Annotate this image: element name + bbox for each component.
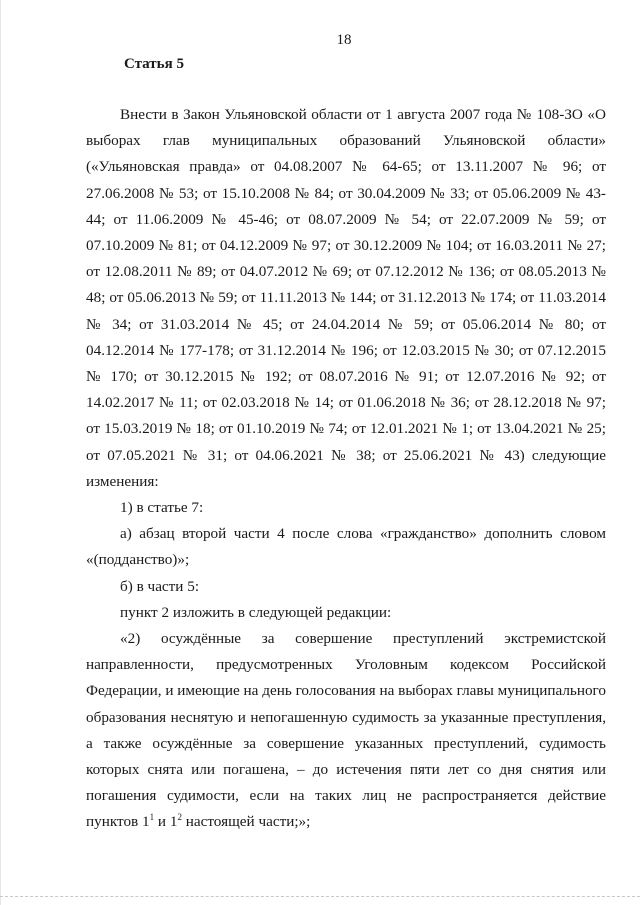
superscript-2: 2	[177, 812, 182, 823]
point-2-mid: и 1	[154, 813, 178, 831]
point-2-text: «2) осуждённые за совершение преступлений экстремистской направленности, предусмотренных Уголовным кодексом Российской Федерации, и имеющие на день голосования на выборах главы муниципального образования неснятую и непогашенную судимость за указанные преступления, а также осуждённые за совершение указанных преступлений, судимость которых снята или погашена, – до истечения пяти лет со дня снятия или погашения судимости, если на таких лиц не распространяется действие пунктов 1	[86, 630, 606, 831]
subitem-b-paragraph: б) в части 5:	[120, 577, 200, 595]
intro-paragraph: Внести в Закон Ульяновской области от 1 августа 2007 года № 108-ЗО «О выборах глав муниципальных образований Ульяновской области» («Ульяновская правда» от 04.08.2007 № 64-65; от 13.11.2007 № 96; от 27.06.2008 № 53; от 15.10.2008 № 84; от 30.04.2009 № 33; от 05.06.2009 № 43-44; от 11.06.2009 № 45-46; от 08.07.2009 № 54; от 22.07.2009 № 59; от 07.10.2009 № 81; от 04.12.2009 № 97; от 30.12.2009 № 104; от 16.03.2011 № 27; от 12.08.2011 № 89; от 04.07.2012 № 69; от 07.12.2012 № 136; от 08.05.2013 № 48; от 05.06.2013 № 59; от 11.11.2013 № 144; от 31.12.2013 № 174; от 11.03.2014 № 34; от 31.03.2014 № 45; от 24.04.2014 № 59; от 05.06.2014 № 80; от 04.12.2014 № 177-178; от 31.12.2014 № 196; от 12.03.2015 № 30; от 07.12.2015 № 170; от 30.12.2015 № 192; от 08.07.2016 № 91; от 12.07.2016 № 92; от 14.02.2017 № 11; от 02.03.2018 № 14; от 01.06.2018 № 36; от 28.12.2018 № 97; от 15.03.2019 № 18; от 01.10.2019 № 74; от 12.01.2021 № 1; от 13.04.2021 № 25; от 07.05.2021 № 31; от 04.06.2021 № 38; от 25.06.2021 № 43) следующие изменения:	[86, 106, 606, 490]
scan-bottom-edge	[0, 895, 640, 897]
point-2-tail: настоящей части;»;	[181, 813, 311, 831]
item-1-paragraph: 1) в статье 7:	[120, 499, 204, 517]
article-body	[86, 102, 606, 836]
point-2-text-paragraph	[86, 626, 606, 836]
article-heading: Статья 5	[124, 56, 184, 72]
page-number: 18	[336, 32, 352, 48]
scan-left-edge	[0, 0, 2, 905]
subitem-a-paragraph: а) абзац второй части 4 после слова «гражданство» дополнить словом «(подданство)»;	[86, 525, 606, 569]
point-2-intro-paragraph: пункт 2 изложить в следующей редакции:	[120, 603, 392, 621]
superscript-1: 1	[149, 812, 155, 823]
